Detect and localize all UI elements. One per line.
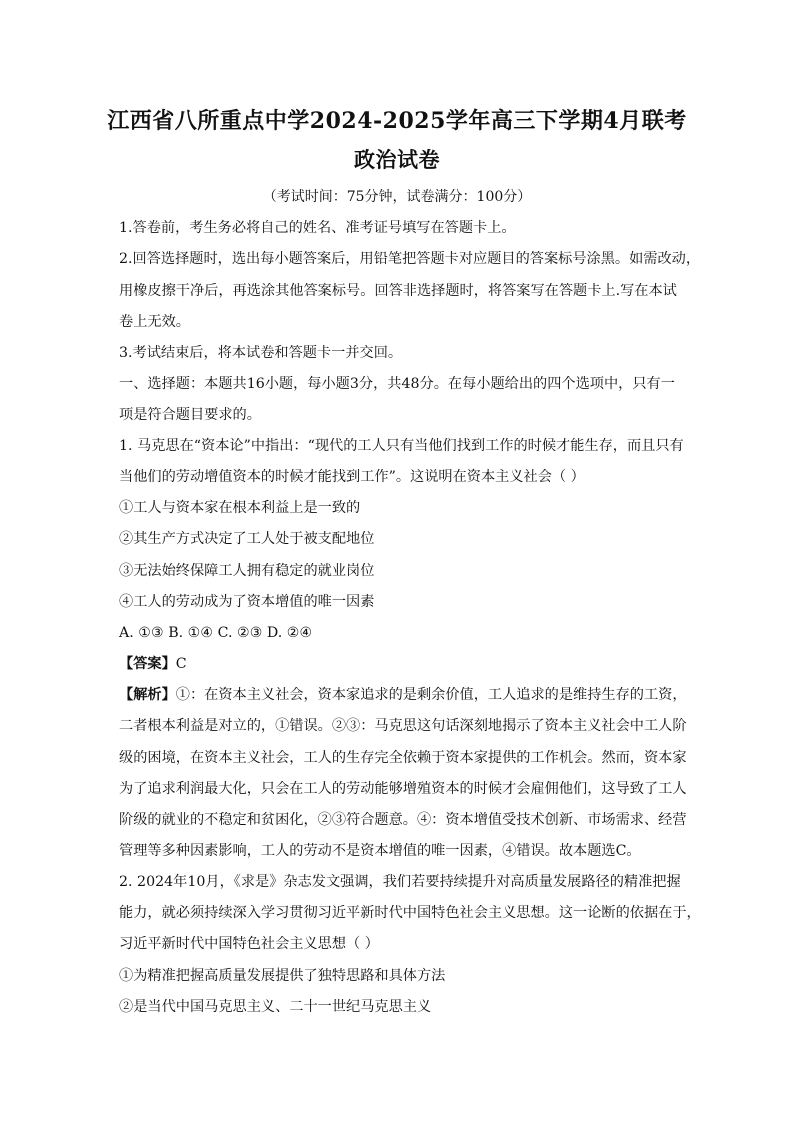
- question-1-option-2: ②其生产方式决定了工人处于被支配地位: [119, 531, 375, 547]
- question-1-analysis-cont: 为了追求利润最大化，只会在工人的劳动能够增殖资本的时候才会雇佣他们，这导致了工人: [119, 781, 687, 797]
- question-1-analysis: [119, 685, 687, 705]
- question-1-option-1: ①工人与资本家在根本利益上是一致的: [119, 500, 361, 516]
- question-2-option-2: ②是当代中国马克思主义、二十一世纪马克思主义: [119, 999, 432, 1015]
- question-1-analysis-cont: 级的困境，在资本主义社会，工人的生存完全依赖于资本家提供的工作机会。然而，资本家: [119, 750, 687, 766]
- instruction-2-cont: 用橡皮擦干净后，再选涂其他答案标号。回答非选择题时，将答案写在答题卡上.写在本试: [119, 283, 677, 299]
- question-1-analysis-cont: 二者根本利益是对立的，①错误。②③：马克思这句话深刻地揭示了资本主义社会中工人阶: [119, 718, 687, 734]
- question-1-analysis-cont: 阶级的就业的不稳定和贫困化，②③符合题意。④：资本增值受技术创新、市场需求、经营: [119, 812, 687, 828]
- question-1-option-3: ③无法始终保障工人拥有稳定的就业岗位: [119, 563, 375, 579]
- question-2-option-1: ①为精准把握高质量发展提供了独特思路和具体方法: [119, 968, 446, 984]
- question-1-stem: 1. 马克思在“资本论”中指出：“现代的工人只有当他们找到工作的时候才能生存，而且只有: [119, 438, 684, 454]
- exam-info: （考试时间：75分钟，试卷满分：100分）: [262, 189, 532, 205]
- question-2-stem-cont: 能力，就必须持续深入学习贯彻习近平新时代中国特色社会主义思想。这一论断的依据在于，: [119, 905, 701, 921]
- question-2-stem: 2. 2024年10月，《求是》杂志发文强调，我们若要持续提升对高质量发展路径的精准把握: [119, 874, 681, 890]
- question-1-choices: A. ①③ B. ①④ C. ②③ D. ②④: [119, 625, 313, 641]
- section-heading-cont: 项是符合题目要求的。: [119, 407, 261, 423]
- analysis-text: ①：在资本主义社会，资本家追求的是剩余价值，工人追求的是维持生存的工资，: [175, 687, 687, 703]
- exam-title: 江西省八所重点中学2024-2025学年高三下学期4月联考: [107, 108, 687, 134]
- answer-label: 【答案】: [119, 656, 176, 672]
- question-1-stem-cont: 当他们的劳动增值资本的时候才能找到工作”。这说明在资本主义社会（ ）: [119, 469, 585, 485]
- instruction-2: 2.回答选择题时，选出每小题答案后，用铅笔把答题卡对应题目的答案标号涂黑。如需改动，: [119, 251, 701, 267]
- analysis-label: 【解析】: [119, 687, 176, 703]
- question-2-stem-cont: 习近平新时代中国特色社会主义思想（ ）: [119, 936, 379, 952]
- answer-value: C: [175, 656, 187, 672]
- instruction-3: 3.考试结束后，将本试卷和答题卡一并交回。: [119, 345, 403, 361]
- question-1-answer: [119, 654, 679, 674]
- question-1-analysis-cont: 管理等多种因素影响，工人的劳动不是资本增值的唯一因素，④错误。故本题选C。: [119, 843, 641, 859]
- instruction-2-cont: 卷上无效。: [119, 314, 190, 330]
- section-heading: 一、选择题：本题共16小题，每小题3分，共48分。在每小题给出的四个选项中，只有一: [119, 376, 675, 392]
- question-1-option-4: ④工人的劳动成为了资本增值的唯一因素: [119, 594, 375, 610]
- exam-subject-title: 政治试卷: [354, 147, 440, 172]
- instruction-1: 1.答卷前，考生务必将自己的姓名、准考证号填写在答题卡上。: [119, 220, 516, 236]
